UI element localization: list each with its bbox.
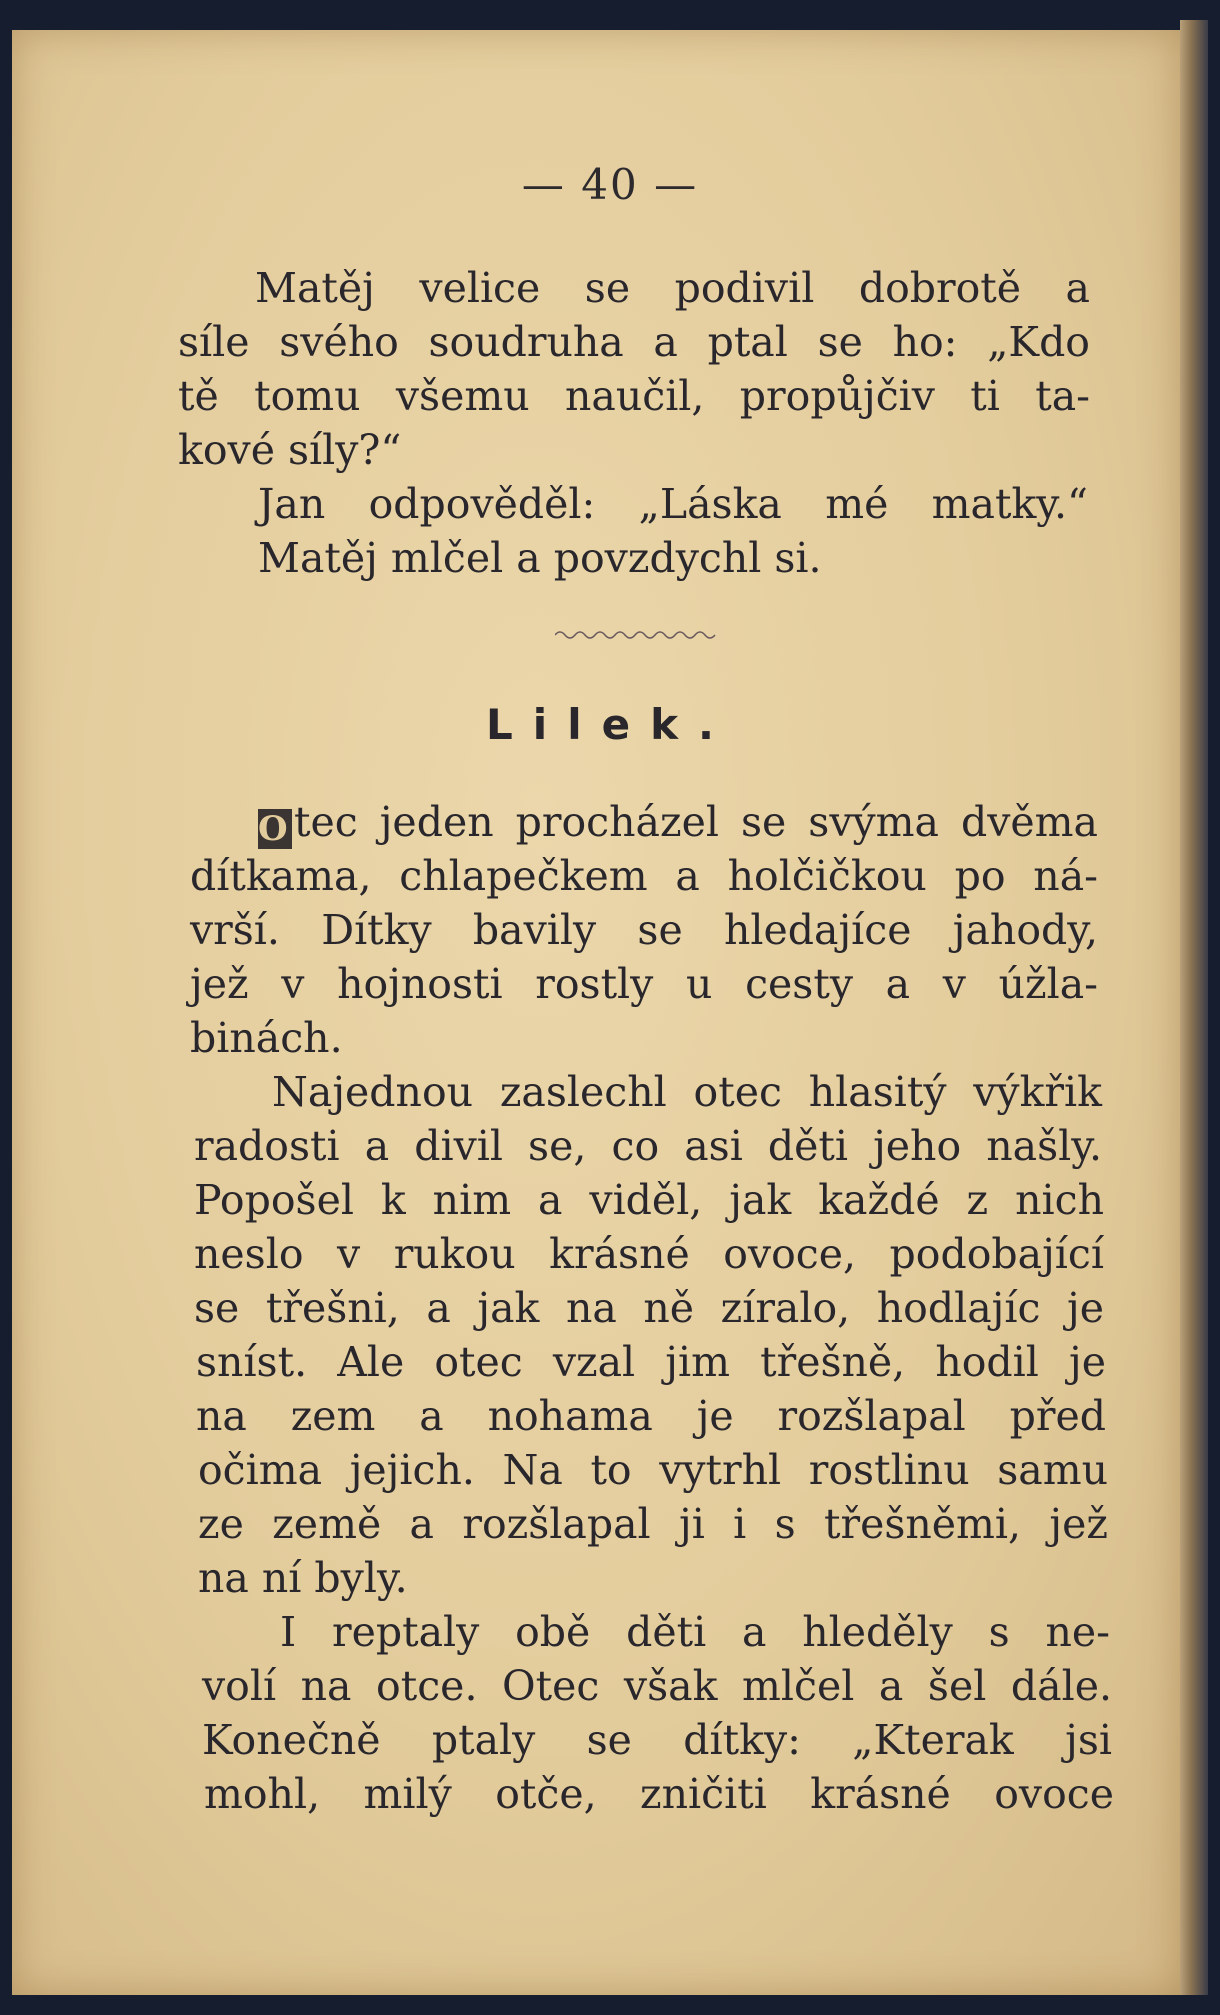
text-line: dítkama, chlapečkem a holčičkou po ná- xyxy=(190,852,1098,900)
text-line: síle svého soudruha a ptal se ho: „Kdo xyxy=(178,318,1090,366)
text-line: vrší. Dítky bavily se hledajíce jahody, xyxy=(190,906,1098,954)
text-line: binách. xyxy=(190,1014,343,1062)
text-line: Matěj mlčel a povzdychl si. xyxy=(258,534,822,582)
text-line: kové síly?“ xyxy=(178,426,402,474)
text-line: se třešni, a jak na ně zíralo, hodlajíc je xyxy=(194,1284,1104,1332)
text-line: mohl, milý otče, zničiti krásné ovoce xyxy=(204,1770,1114,1818)
text-line: očima jejich. Na to vytrhl rostlinu samu xyxy=(198,1446,1108,1494)
text-line: Matěj velice se podivil dobrotě a xyxy=(255,264,1090,312)
text-line: I reptaly obě děti a hleděly s ne- xyxy=(280,1608,1110,1656)
text-line: ze země a rozšlapal ji i s třešněmi, jež xyxy=(198,1500,1108,1548)
text-line: na ní byly. xyxy=(198,1554,408,1602)
text-line: Popošel k nim a viděl, jak každé z nich xyxy=(194,1176,1104,1224)
text-line: jež v hojnosti rostly u cesty a v úžla- xyxy=(190,960,1098,1008)
page-number: — 40 — xyxy=(521,160,699,209)
text-line: na zem a nohama je rozšlapal před xyxy=(196,1392,1106,1440)
text-line: radosti a divil se, co asi děti jeho našly. xyxy=(194,1122,1102,1170)
text-line: Konečně ptaly se dítky: „Kterak jsi xyxy=(202,1716,1112,1764)
text-line: neslo v rukou krásné ovoce, podobající xyxy=(194,1230,1104,1278)
story-title: Lilek. xyxy=(486,700,734,749)
first-line-text: tec jeden procházel se svýma dvěma xyxy=(294,798,1098,846)
text-line: volí na otce. Otec však mlčel a šel dále. xyxy=(202,1662,1112,1710)
drop-cap-initial: O xyxy=(258,809,292,849)
text-line: sníst. Ale otec vzal jim třešně, hodil je xyxy=(196,1338,1106,1386)
page-edge xyxy=(1180,20,1208,1995)
text-line: tě tomu všemu naučil, propůjčiv ti ta- xyxy=(178,372,1090,420)
text-line-first xyxy=(258,796,1098,849)
text-line: Jan odpověděl: „Láska mé matky.“ xyxy=(258,480,1088,528)
text-line: Najednou zaslechl otec hlasitý výkřik xyxy=(272,1068,1102,1116)
ornament-divider xyxy=(555,628,720,642)
